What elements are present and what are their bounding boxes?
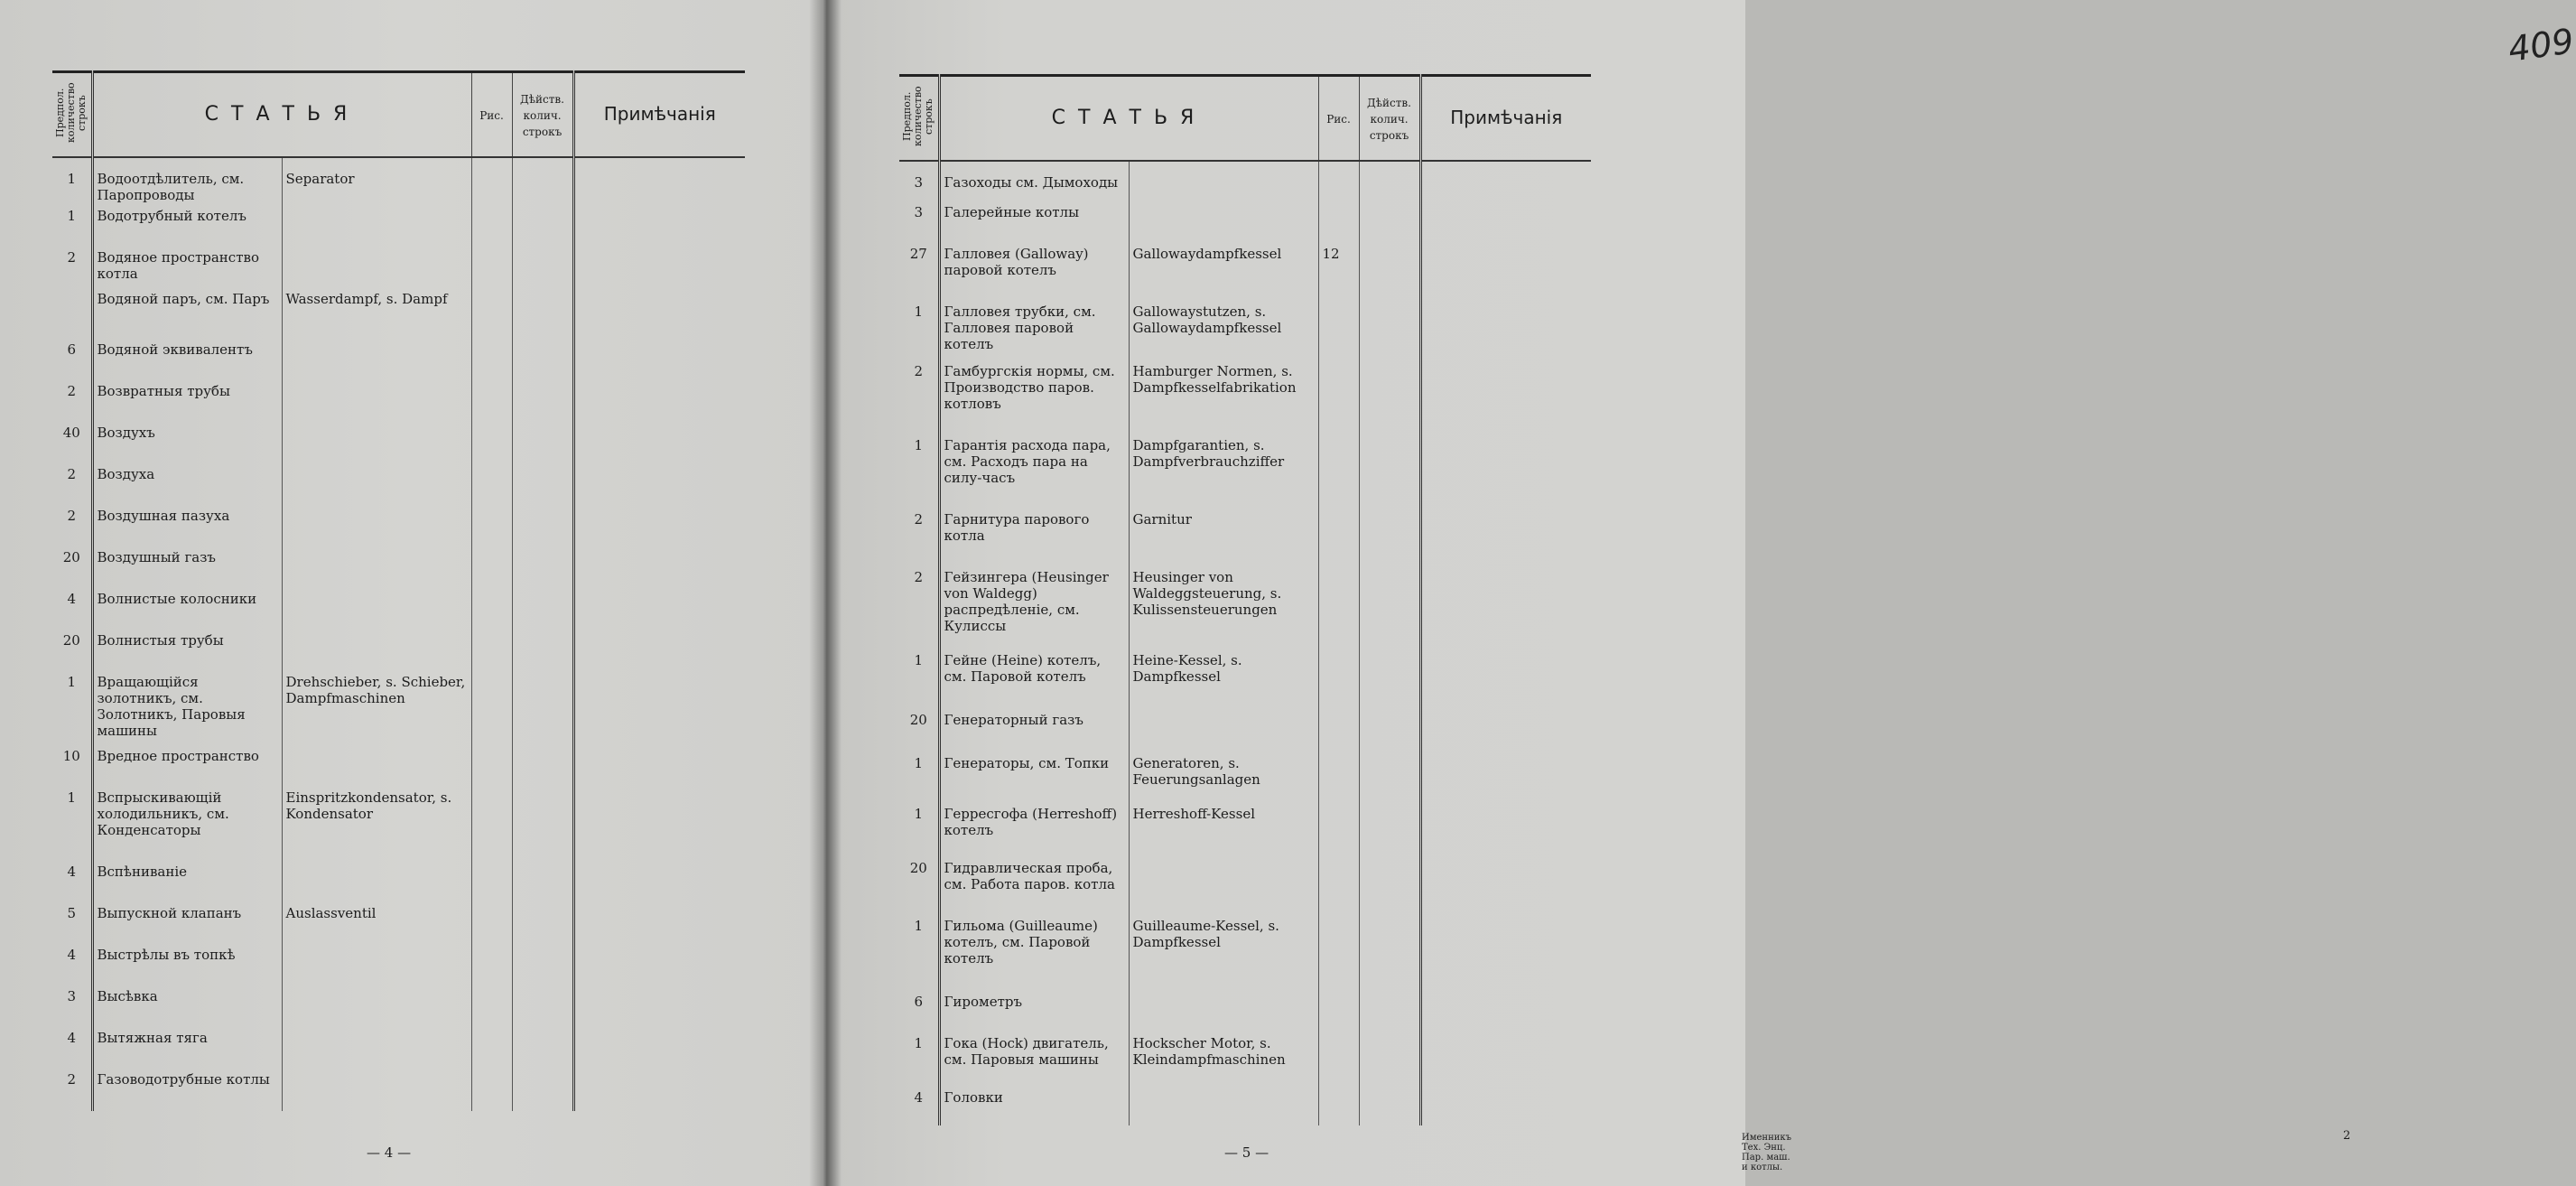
row-actual [512, 591, 573, 632]
row-article: Возвратныя трубы [92, 383, 282, 425]
row-notes [1420, 204, 1591, 246]
row-qty: 20 [62, 632, 80, 649]
row-notes [1420, 712, 1591, 755]
row-fig [1318, 860, 1359, 918]
row-fig [471, 291, 512, 341]
row-qty: 1 [67, 208, 77, 224]
row-qty: 40 [62, 425, 80, 441]
row-actual [1359, 161, 1420, 204]
row-actual [1359, 204, 1420, 246]
row-fig [471, 208, 512, 249]
page-number: — 4 — [367, 1144, 412, 1161]
row-article: Высѣвка [92, 988, 282, 1030]
table-row [52, 864, 745, 905]
row-notes [573, 864, 745, 905]
row-qty: 2 [67, 508, 77, 524]
row-actual [512, 208, 573, 249]
row-actual [512, 1030, 573, 1071]
row-fig [471, 947, 512, 988]
row-notes [1420, 363, 1591, 437]
row-fig [471, 466, 512, 508]
table-row [52, 789, 745, 864]
row-article: Воздуха [92, 466, 282, 508]
row-qty: 1 [914, 755, 924, 771]
row-actual [1359, 918, 1420, 994]
row-article: Гарантія расхода пара, см. Расходъ пара на силу-часъ [939, 437, 1129, 511]
row-notes [1420, 994, 1591, 1035]
table-row [899, 712, 1591, 755]
row-article: Выпускной клапанъ [92, 905, 282, 947]
row-article: Гирометръ [939, 994, 1129, 1035]
row-actual [1359, 806, 1420, 860]
row-qty: 4 [67, 1030, 77, 1046]
row-german: Herreshoff-Kessel [1129, 806, 1318, 860]
row-actual [512, 905, 573, 947]
row-qty: 20 [62, 549, 80, 565]
row-german: Hamburger Normen, s. Dampfkesselfabrikation [1129, 363, 1318, 437]
row-notes [1420, 860, 1591, 918]
row-actual [512, 748, 573, 789]
row-notes [573, 1071, 745, 1111]
row-qty: 1 [67, 789, 77, 806]
row-german: Gallowaydampfkessel [1129, 246, 1318, 304]
row-fig [471, 864, 512, 905]
imprint: Именникъ Тех. Энц. Пар. маш. и котлы. [1742, 1133, 1792, 1172]
row-qty: 1 [914, 304, 924, 320]
row-article: Водяной эквивалентъ [92, 341, 282, 383]
row-qty: 1 [914, 806, 924, 822]
header-actual: Дѣйств. колич. строкъ [512, 72, 573, 158]
row-fig [471, 157, 512, 208]
row-qty: 20 [909, 712, 927, 728]
table-row [899, 755, 1591, 806]
row-article: Воздушный газъ [92, 549, 282, 591]
row-german [282, 1071, 471, 1111]
row-notes [573, 508, 745, 549]
row-german [282, 864, 471, 905]
row-notes [573, 291, 745, 341]
row-actual [1359, 712, 1420, 755]
row-notes [1420, 161, 1591, 204]
row-actual [1359, 569, 1420, 652]
row-actual [512, 674, 573, 748]
row-qty: 2 [67, 383, 77, 399]
table-row [899, 161, 1591, 204]
row-german: Heusinger von Waldeggsteuerung, s. Kulissensteuerungen [1129, 569, 1318, 652]
row-qty: 4 [67, 947, 77, 963]
row-fig [471, 508, 512, 549]
table-row [52, 291, 745, 341]
row-fig [471, 383, 512, 425]
row-article: Водяное пространство котла [92, 249, 282, 291]
row-german: Einspritzkondensator, s. Kondensator [282, 789, 471, 864]
row-german [282, 466, 471, 508]
table-row [52, 425, 745, 466]
row-article: Водоотдѣлитель, см. Паропроводы [92, 157, 282, 208]
table-row [52, 341, 745, 383]
row-fig [471, 1030, 512, 1071]
row-german [1129, 161, 1318, 204]
table-row [899, 363, 1591, 437]
table-row [52, 157, 745, 208]
row-actual [512, 508, 573, 549]
header-article: СТАТЬЯ [92, 72, 471, 158]
table-row [52, 383, 745, 425]
row-german [282, 591, 471, 632]
book-gutter [809, 0, 842, 1186]
row-german: Dampfgarantien, s. Dampfverbrauchziffer [1129, 437, 1318, 511]
row-german [282, 208, 471, 249]
row-notes [573, 466, 745, 508]
table-row [52, 748, 745, 789]
row-actual [512, 549, 573, 591]
row-actual [512, 947, 573, 988]
row-qty: 4 [67, 591, 77, 607]
row-notes [1420, 918, 1591, 994]
row-qty: 2 [67, 249, 77, 266]
row-notes [573, 425, 745, 466]
row-fig [471, 1071, 512, 1111]
row-notes [573, 947, 745, 988]
row-actual [1359, 304, 1420, 363]
row-article: Водотрубный котелъ [92, 208, 282, 249]
row-actual [1359, 437, 1420, 511]
row-article: Галерейные котлы [939, 204, 1129, 246]
row-article: Гидравлическая проба, см. Работа паров. котла [939, 860, 1129, 918]
row-fig [1318, 994, 1359, 1035]
row-german: Guilleaume-Kessel, s. Dampfkessel [1129, 918, 1318, 994]
row-notes [573, 988, 745, 1030]
header-fig: Рис. [1318, 76, 1359, 162]
row-qty: 1 [67, 674, 77, 690]
header-qty: Предпол. количество строкъ [52, 72, 92, 158]
table-row [899, 246, 1591, 304]
row-notes [1420, 304, 1591, 363]
row-article: Генераторный газъ [939, 712, 1129, 755]
row-article: Генераторы, см. Топки [939, 755, 1129, 806]
row-article: Газоводотрубные котлы [92, 1071, 282, 1111]
row-fig [471, 674, 512, 748]
row-qty: 2 [914, 363, 924, 379]
row-german [282, 748, 471, 789]
row-fig [1318, 437, 1359, 511]
table-header [52, 72, 745, 158]
row-german: Heine-Kessel, s. Dampfkessel [1129, 652, 1318, 712]
row-german: Auslassventil [282, 905, 471, 947]
row-actual [1359, 755, 1420, 806]
row-fig [1318, 918, 1359, 994]
row-qty: 6 [67, 341, 77, 358]
row-qty: 27 [909, 246, 927, 262]
row-qty: 5 [67, 905, 77, 921]
row-article: Галловея (Galloway) паровой котелъ [939, 246, 1129, 304]
row-qty: 3 [914, 204, 924, 220]
row-article: Воздушная пазуха [92, 508, 282, 549]
row-german [282, 947, 471, 988]
row-german [282, 249, 471, 291]
row-notes [1420, 1035, 1591, 1089]
row-german [282, 383, 471, 425]
row-article: Гока (Hock) двигатель, см. Паровыя машины [939, 1035, 1129, 1089]
row-qty: 4 [914, 1089, 924, 1106]
row-notes [573, 748, 745, 789]
row-actual [512, 789, 573, 864]
table-row [899, 994, 1591, 1035]
row-fig [471, 549, 512, 591]
table-row [899, 860, 1591, 918]
row-article: Гарнитура парового котла [939, 511, 1129, 569]
row-qty: 1 [914, 918, 924, 934]
table-row [52, 905, 745, 947]
row-german [282, 988, 471, 1030]
row-fig [1318, 1089, 1359, 1125]
right-index-table [899, 74, 1591, 1125]
row-notes [1420, 569, 1591, 652]
table-row [52, 988, 745, 1030]
table-header [899, 76, 1591, 162]
row-notes [573, 789, 745, 864]
row-qty: 3 [67, 988, 77, 1004]
table-row [52, 549, 745, 591]
row-german: Wasserdampf, s. Dampf [282, 291, 471, 341]
row-article: Волнистые колосники [92, 591, 282, 632]
row-article: Газоходы см. Дымоходы [939, 161, 1129, 204]
row-german [1129, 860, 1318, 918]
handwritten-page-number: 409 [2506, 21, 2576, 70]
row-german: Drehschieber, s. Schieber, Dampfmaschinen [282, 674, 471, 748]
row-actual [1359, 511, 1420, 569]
row-fig [1318, 755, 1359, 806]
row-notes [1420, 246, 1591, 304]
row-qty: 2 [67, 1071, 77, 1088]
row-actual [512, 864, 573, 905]
table-row [899, 1035, 1591, 1089]
row-notes [573, 632, 745, 674]
row-notes [573, 383, 745, 425]
table-row [899, 437, 1591, 511]
table-row [899, 1089, 1591, 1125]
row-article: Вредное пространство [92, 748, 282, 789]
row-qty: 4 [67, 864, 77, 880]
row-actual [1359, 652, 1420, 712]
row-actual [512, 157, 573, 208]
row-actual [512, 466, 573, 508]
row-actual [1359, 1089, 1420, 1125]
row-notes [573, 1030, 745, 1071]
table-row [52, 208, 745, 249]
row-fig: 12 [1318, 246, 1359, 304]
table-row [899, 569, 1591, 652]
row-qty: 1 [914, 437, 924, 453]
row-actual [512, 341, 573, 383]
page-number: — 5 — [1224, 1144, 1269, 1161]
table-row [899, 806, 1591, 860]
header-actual: Дѣйств. колич. строкъ [1359, 76, 1420, 162]
table-row [899, 204, 1591, 246]
row-german: Hockscher Motor, s. Kleindampfmaschinen [1129, 1035, 1318, 1089]
row-fig [1318, 1035, 1359, 1089]
table-row [52, 1030, 745, 1071]
row-article: Галловея трубки, см. Галловея паровой котелъ [939, 304, 1129, 363]
row-fig [1318, 712, 1359, 755]
header-article: СТАТЬЯ [939, 76, 1318, 162]
row-notes [573, 591, 745, 632]
row-german [1129, 1089, 1318, 1125]
table-row [52, 508, 745, 549]
row-fig [471, 632, 512, 674]
row-notes [573, 674, 745, 748]
row-qty [52, 291, 92, 341]
row-fig [1318, 569, 1359, 652]
row-actual [1359, 994, 1420, 1035]
row-german: Garnitur [1129, 511, 1318, 569]
row-qty: 2 [67, 466, 77, 482]
row-actual [1359, 860, 1420, 918]
row-notes [573, 905, 745, 947]
row-article: Гейзингера (Heusinger von Waldegg) распредѣленіе, см. Кулиссы [939, 569, 1129, 652]
left-index-table [52, 70, 745, 1111]
table-row [52, 249, 745, 291]
row-qty: 6 [914, 994, 924, 1010]
row-article: Герресгофа (Herreshoff) котелъ [939, 806, 1129, 860]
row-actual [512, 249, 573, 291]
table-row [899, 652, 1591, 712]
row-german [282, 425, 471, 466]
row-article: Волнистыя трубы [92, 632, 282, 674]
row-article: Вспрыскивающій холодильникъ, см. Конденсаторы [92, 789, 282, 864]
row-fig [471, 789, 512, 864]
row-fig [1318, 304, 1359, 363]
row-qty: 2 [914, 511, 924, 528]
table-row [52, 947, 745, 988]
row-fig [471, 249, 512, 291]
row-actual [512, 632, 573, 674]
table-row [52, 466, 745, 508]
header-qty: Предпол. количество строкъ [899, 76, 939, 162]
row-german [282, 632, 471, 674]
row-notes [1420, 806, 1591, 860]
row-fig [471, 905, 512, 947]
row-german [282, 1030, 471, 1071]
row-notes [1420, 1089, 1591, 1125]
table-row [899, 304, 1591, 363]
row-fig [471, 341, 512, 383]
row-actual [512, 988, 573, 1030]
left-page [0, 0, 823, 1186]
row-qty: 1 [67, 171, 77, 187]
row-german: Gallowaystutzen, s. Gallowaydampfkessel [1129, 304, 1318, 363]
row-fig [1318, 806, 1359, 860]
row-german: Generatoren, s. Feuerungsanlagen [1129, 755, 1318, 806]
row-notes [1420, 437, 1591, 511]
table-row [899, 918, 1591, 994]
header-notes: Примѣчанія [573, 72, 745, 158]
row-article: Водяной паръ, см. Паръ [92, 291, 282, 341]
row-german [282, 341, 471, 383]
row-notes [1420, 652, 1591, 712]
row-article: Выстрѣлы въ топкѣ [92, 947, 282, 988]
row-fig [1318, 161, 1359, 204]
row-german: Separator [282, 157, 471, 208]
row-actual [1359, 363, 1420, 437]
header-notes: Примѣчанія [1420, 76, 1591, 162]
row-qty: 10 [62, 748, 80, 764]
row-notes [1420, 755, 1591, 806]
header-fig: Рис. [471, 72, 512, 158]
row-german [282, 549, 471, 591]
row-article: Гамбургскія нормы, см. Производство паров. котловъ [939, 363, 1129, 437]
row-actual [512, 1071, 573, 1111]
row-fig [471, 748, 512, 789]
row-fig [1318, 363, 1359, 437]
row-notes [573, 249, 745, 291]
row-fig [471, 591, 512, 632]
table-row [52, 632, 745, 674]
row-article: Воздухъ [92, 425, 282, 466]
row-qty: 20 [909, 860, 927, 876]
row-notes [573, 208, 745, 249]
row-german [282, 508, 471, 549]
row-german [1129, 712, 1318, 755]
row-fig [1318, 652, 1359, 712]
row-actual [1359, 246, 1420, 304]
row-article: Вытяжная тяга [92, 1030, 282, 1071]
row-article: Вращающійся золотникъ, см. Золотникъ, Паровыя машины [92, 674, 282, 748]
row-article: Гейне (Heine) котелъ, см. Паровой котелъ [939, 652, 1129, 712]
row-notes [573, 341, 745, 383]
row-actual [512, 425, 573, 466]
row-fig [471, 425, 512, 466]
row-qty: 3 [914, 174, 924, 191]
row-actual [512, 383, 573, 425]
row-fig [1318, 511, 1359, 569]
row-qty: 1 [914, 652, 924, 668]
signature-mark: 2 [2343, 1129, 2351, 1143]
table-row [52, 591, 745, 632]
row-notes [1420, 511, 1591, 569]
row-fig [471, 988, 512, 1030]
row-qty: 2 [914, 569, 924, 585]
row-fig [1318, 204, 1359, 246]
table-row [52, 1071, 745, 1111]
row-article: Головки [939, 1089, 1129, 1125]
row-actual [1359, 1035, 1420, 1089]
row-notes [573, 157, 745, 208]
table-row [899, 511, 1591, 569]
row-actual [512, 291, 573, 341]
row-qty: 1 [914, 1035, 924, 1051]
row-german [1129, 204, 1318, 246]
row-article: Гильома (Guilleaume) котелъ, см. Паровой котелъ [939, 918, 1129, 994]
row-article: Вспѣниваніе [92, 864, 282, 905]
row-german [1129, 994, 1318, 1035]
row-notes [573, 549, 745, 591]
table-row [52, 674, 745, 748]
